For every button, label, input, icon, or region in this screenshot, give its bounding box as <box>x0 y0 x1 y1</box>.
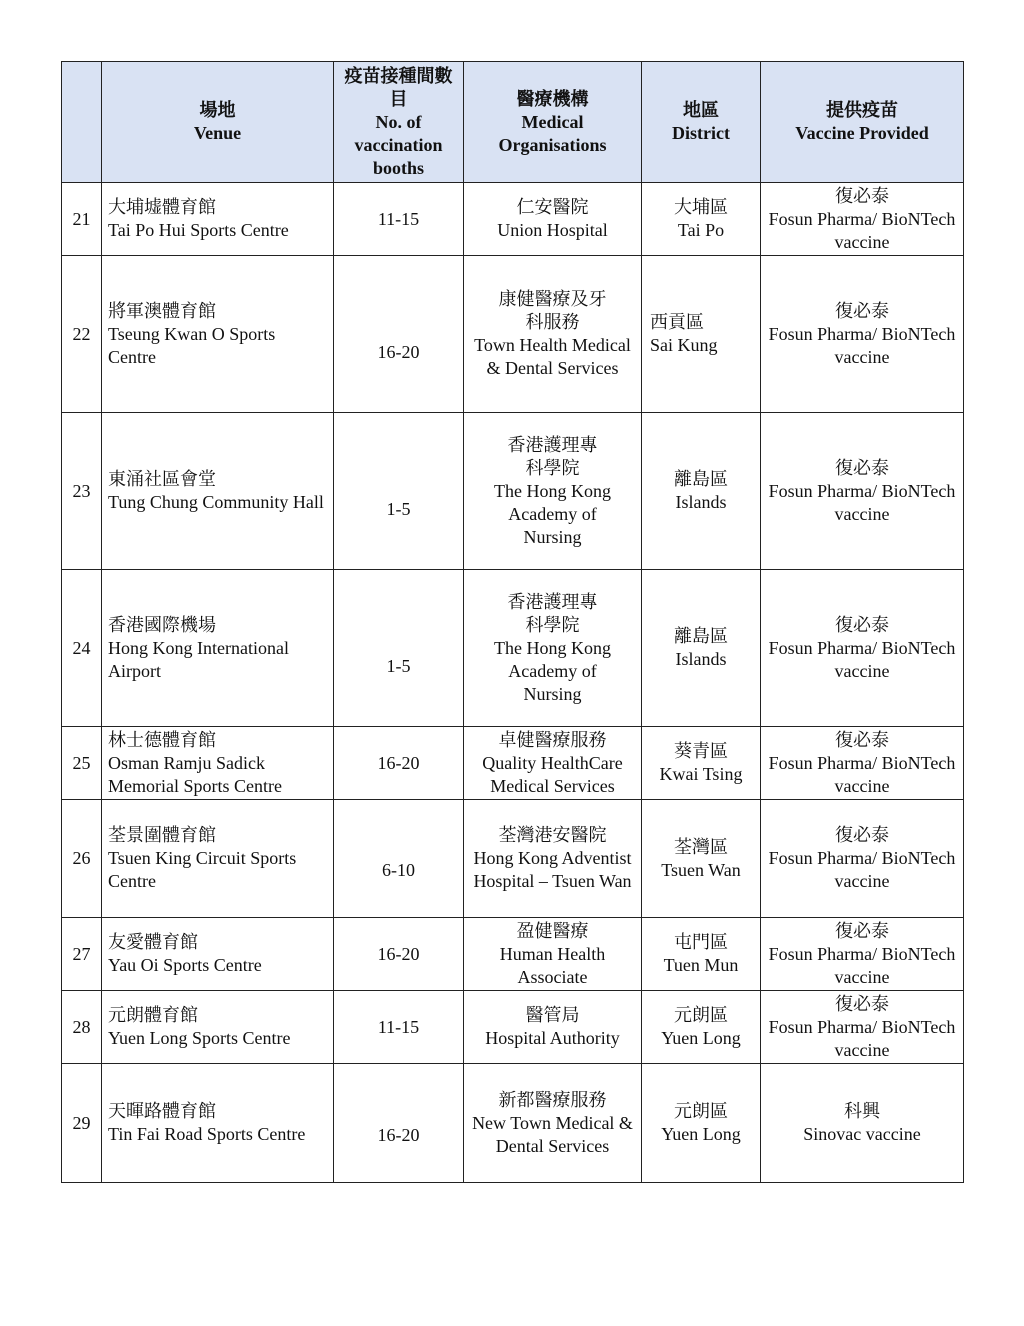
district-zh: 元朗區 <box>674 1101 728 1121</box>
org-en: Human Health Associate <box>499 943 606 987</box>
row-number: 21 <box>62 183 102 256</box>
org-en: The Hong Kong Academy of Nursing <box>494 637 611 704</box>
header-organisations <box>464 62 642 183</box>
vaccine-zh: 復必泰 <box>835 993 889 1014</box>
venue-zh: 元朗體育館 <box>108 1005 198 1025</box>
district-en: Yuen Long <box>661 1028 741 1048</box>
district-zh: 元朗區 <box>674 1005 728 1025</box>
organisation-cell <box>464 256 642 413</box>
district-en: Islands <box>675 649 727 669</box>
row-number: 25 <box>62 727 102 800</box>
header-vaccine <box>761 62 964 183</box>
header-district <box>642 62 761 183</box>
district-cell <box>642 183 761 256</box>
row-number: 27 <box>62 918 102 991</box>
row-number: 26 <box>62 800 102 918</box>
venue-cell <box>102 1064 334 1183</box>
booths-cell: 1-5 <box>334 413 464 570</box>
district-cell <box>642 413 761 570</box>
organisation-cell <box>464 727 642 800</box>
vaccine-cell <box>761 183 964 256</box>
venue-cell <box>102 727 334 800</box>
organisation-cell <box>464 991 642 1064</box>
table-row <box>62 991 964 1064</box>
district-zh: 葵青區 <box>674 741 728 761</box>
org-zh: 新都醫療服務 <box>498 1089 607 1110</box>
header-org-en: Medical Organisations <box>498 111 607 155</box>
venue-en: Hong Kong International Airport <box>108 637 289 681</box>
header-booths <box>334 62 464 183</box>
vaccine-zh: 復必泰 <box>835 300 889 321</box>
venue-en: Yau Oi Sports Centre <box>108 955 262 975</box>
district-zh: 西貢區 <box>650 312 704 332</box>
booths-cell: 11-15 <box>334 183 464 256</box>
vaccine-en: Fosun Pharma/ BioNTech vaccine <box>768 943 956 987</box>
vaccine-en: Fosun Pharma/ BioNTech vaccine <box>768 323 956 367</box>
district-en: Yuen Long <box>661 1124 741 1144</box>
vaccine-zh: 復必泰 <box>835 920 889 941</box>
org-en: The Hong Kong Academy of Nursing <box>494 480 611 547</box>
venue-en: Tsuen King Circuit Sports Centre <box>108 848 297 891</box>
booths-cell: 6-10 <box>334 800 464 918</box>
venue-en: Osman Ramju Sadick Memorial Sports Centre <box>108 752 282 796</box>
org-en: Hospital Authority <box>485 1028 620 1048</box>
booths-cell: 1-5 <box>334 570 464 727</box>
booths-cell: 16-20 <box>334 727 464 800</box>
vaccine-cell <box>761 1064 964 1183</box>
district-cell <box>642 256 761 413</box>
org-zh: 康健醫療及牙科服務 <box>498 289 607 332</box>
row-number: 29 <box>62 1064 102 1183</box>
vaccine-en: Fosun Pharma/ BioNTech vaccine <box>768 1016 956 1060</box>
org-en: Town Health Medical & Dental Services <box>474 335 631 378</box>
district-zh: 離島區 <box>674 626 728 646</box>
vaccine-zh: 復必泰 <box>835 729 889 750</box>
venue-en: Tung Chung Community Hall <box>108 492 324 512</box>
venue-zh: 荃景圍體育館 <box>108 825 216 845</box>
vaccine-en: Fosun Pharma/ BioNTech vaccine <box>768 752 956 796</box>
vaccination-venues-table <box>61 61 964 1183</box>
venue-zh: 友愛體育館 <box>108 932 198 952</box>
vaccine-cell <box>761 727 964 800</box>
venue-zh: 大埔墟體育館 <box>108 197 216 217</box>
vaccine-cell <box>761 991 964 1064</box>
table-row <box>62 183 964 256</box>
header-district-zh: 地區 <box>683 100 719 120</box>
vaccine-zh: 復必泰 <box>835 614 889 635</box>
organisation-cell <box>464 1064 642 1183</box>
booths-cell: 11-15 <box>334 991 464 1064</box>
venue-cell <box>102 183 334 256</box>
org-zh: 醫管局 <box>525 1005 580 1025</box>
district-cell <box>642 727 761 800</box>
venue-zh: 將軍澳體育館 <box>108 300 216 321</box>
table-row <box>62 1064 964 1183</box>
vaccine-en: Fosun Pharma/ BioNTech vaccine <box>768 637 956 681</box>
vaccine-zh: 科興 <box>844 1101 880 1121</box>
district-cell <box>642 918 761 991</box>
vaccine-en: Sinovac vaccine <box>803 1124 921 1144</box>
org-zh: 香港護理專科學院 <box>507 591 598 635</box>
org-en: Union Hospital <box>497 220 608 240</box>
venue-zh: 香港國際機場 <box>108 614 216 635</box>
org-zh: 盈健醫療 <box>516 920 589 941</box>
row-number: 23 <box>62 413 102 570</box>
vaccine-cell <box>761 800 964 918</box>
header-venue-zh: 場地 <box>199 100 236 120</box>
header-district-en: District <box>672 123 730 143</box>
district-en: Tuen Mun <box>663 955 739 975</box>
row-number: 22 <box>62 256 102 413</box>
org-zh: 仁安醫院 <box>516 197 589 217</box>
org-en: New Town Medical & Dental Services <box>472 1112 633 1156</box>
header-vaccine-en: Vaccine Provided <box>795 123 929 143</box>
venue-en: Tai Po Hui Sports Centre <box>108 220 289 240</box>
district-en: Tsuen Wan <box>661 859 741 880</box>
district-zh: 屯門區 <box>674 932 728 952</box>
organisation-cell <box>464 918 642 991</box>
header-number <box>62 62 102 183</box>
district-en: Sai Kung <box>650 335 718 355</box>
district-en: Tai Po <box>677 220 725 240</box>
district-cell <box>642 570 761 727</box>
header-booths-zh: 疫苗接種間數目 <box>344 65 453 109</box>
district-zh: 大埔區 <box>674 197 728 217</box>
table-header-row <box>62 62 964 183</box>
organisation-cell <box>464 183 642 256</box>
district-en: Kwai Tsing <box>659 764 743 784</box>
header-vaccine-zh: 提供疫苗 <box>826 100 898 120</box>
venue-cell <box>102 800 334 918</box>
district-en: Islands <box>675 492 727 512</box>
vaccine-cell <box>761 918 964 991</box>
venue-en: Tin Fai Road Sports Centre <box>108 1124 306 1144</box>
venue-zh: 天暉路體育館 <box>108 1101 216 1121</box>
vaccine-zh: 復必泰 <box>835 825 889 845</box>
table-row <box>62 256 964 413</box>
vaccine-en: Fosun Pharma/ BioNTech vaccine <box>768 480 956 524</box>
vaccine-zh: 復必泰 <box>835 457 889 478</box>
district-cell <box>642 991 761 1064</box>
district-cell <box>642 1064 761 1183</box>
org-zh: 卓健醫療服務 <box>498 729 607 750</box>
booths-cell: 16-20 <box>334 1064 464 1183</box>
vaccine-en: Fosun Pharma/ BioNTech vaccine <box>768 208 956 252</box>
header-booths-en: No. of vaccination booths <box>354 111 443 178</box>
table-row <box>62 570 964 727</box>
venue-cell <box>102 256 334 413</box>
venue-cell <box>102 413 334 570</box>
organisation-cell <box>464 413 642 570</box>
org-zh: 香港護理專科學院 <box>507 434 598 478</box>
vaccine-zh: 復必泰 <box>835 185 889 206</box>
venue-zh: 林士德體育館 <box>108 729 216 750</box>
vaccine-cell <box>761 256 964 413</box>
table-row <box>62 918 964 991</box>
org-en: Quality HealthCare Medical Services <box>482 752 623 796</box>
row-number: 24 <box>62 570 102 727</box>
venue-en: Yuen Long Sports Centre <box>108 1028 291 1048</box>
district-cell <box>642 800 761 918</box>
vaccine-en: Fosun Pharma/ BioNTech vaccine <box>768 848 956 891</box>
organisation-cell <box>464 570 642 727</box>
booths-cell: 16-20 <box>334 918 464 991</box>
venue-en: Tseung Kwan O Sports Centre <box>108 323 276 367</box>
venue-cell <box>102 991 334 1064</box>
booths-cell: 16-20 <box>334 256 464 413</box>
org-en: Hong Kong Adventist Hospital – Tsuen Wan <box>473 848 632 891</box>
header-venue <box>102 62 334 183</box>
venue-cell <box>102 918 334 991</box>
row-number: 28 <box>62 991 102 1064</box>
table-row <box>62 727 964 800</box>
organisation-cell <box>464 800 642 918</box>
vaccine-cell <box>761 570 964 727</box>
district-zh: 離島區 <box>674 469 728 489</box>
venue-cell <box>102 570 334 727</box>
header-venue-en: Venue <box>193 123 242 143</box>
table-row <box>62 800 964 918</box>
table-row <box>62 413 964 570</box>
header-org-zh: 醫療機構 <box>516 88 589 109</box>
org-zh: 荃灣港安醫院 <box>498 825 607 845</box>
vaccine-cell <box>761 413 964 570</box>
venue-zh: 東涌社區會堂 <box>108 469 216 489</box>
district-zh: 荃灣區 <box>674 836 728 857</box>
